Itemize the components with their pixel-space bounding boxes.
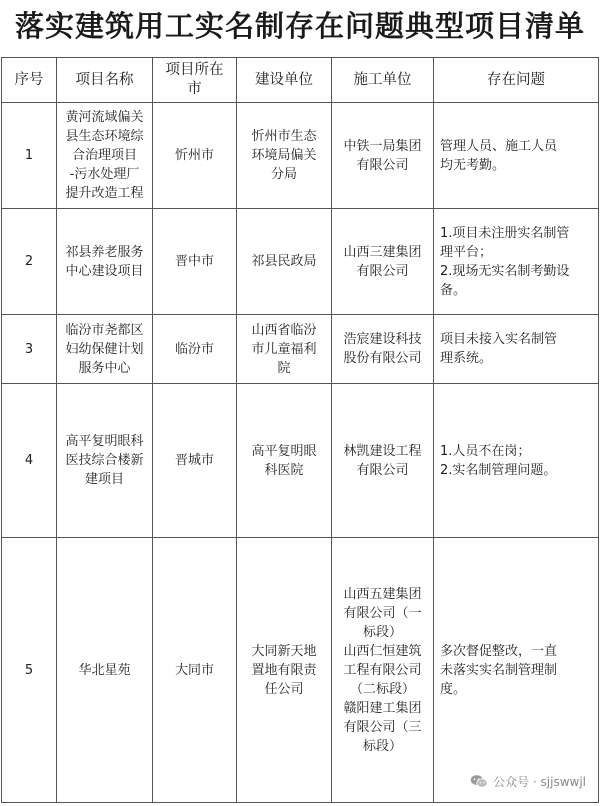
cell-contractor: 浩宸建设科技 股份有限公司 (332, 315, 434, 384)
cell-city: 晋中市 (153, 209, 237, 315)
cell-contractor: 山西五建集团 有限公司（一 标段） 山西仁恒建筑 工程有限公司 （二标段） 赣阳建工集团 有限公司（三 标段） (332, 538, 434, 803)
header-issue: 存在问题 (434, 58, 599, 103)
cell-project: 高平复明眼科 医技综合楼新 建项目 (57, 384, 153, 538)
cell-project: 祁县养老服务 中心建设项目 (57, 209, 153, 315)
watermark (470, 773, 586, 790)
header-no: 序号 (2, 58, 57, 103)
table-row (2, 103, 599, 209)
cell-builder: 高平复明眼 科医院 (237, 384, 332, 538)
watermark-text: 公众号 · sjjswwjl (493, 775, 586, 789)
table-row (2, 384, 599, 538)
header-contractor: 施工单位 (332, 58, 434, 103)
wechat-icon (470, 774, 488, 789)
cell-no: 2 (2, 209, 57, 315)
cell-builder: 祁县民政局 (237, 209, 332, 315)
cell-issue: 项目未接入实名制管 理系统。 (434, 315, 599, 384)
cell-project: 华北星苑 (57, 538, 153, 803)
table-header-row (2, 58, 599, 103)
cell-builder: 大同新天地 置地有限责 任公司 (237, 538, 332, 803)
cell-no: 1 (2, 103, 57, 209)
table-row (2, 538, 599, 803)
cell-issue: 1.项目未注册实名制管 理平台； 2.现场无实名制考勤设 备。 (434, 209, 599, 315)
cell-contractor: 中铁一局集团 有限公司 (332, 103, 434, 209)
cell-no: 5 (2, 538, 57, 803)
cell-project: 临汾市尧都区 妇幼保健计划 服务中心 (57, 315, 153, 384)
cell-city: 晋城市 (153, 384, 237, 538)
cell-city: 大同市 (153, 538, 237, 803)
table-row (2, 209, 599, 315)
cell-no: 3 (2, 315, 57, 384)
cell-builder: 山西省临汾 市儿童福利 院 (237, 315, 332, 384)
cell-project: 黄河流域偏关 县生态环境综 合治理项目 -污水处理厂 提升改造工程 (57, 103, 153, 209)
project-table (1, 57, 599, 803)
header-builder: 建设单位 (237, 58, 332, 103)
cell-city: 忻州市 (153, 103, 237, 209)
header-project: 项目名称 (57, 58, 153, 103)
cell-contractor: 林凯建设工程 有限公司 (332, 384, 434, 538)
cell-issue: 多次督促整改，一直 未落实实名制管理制 度。 (434, 538, 599, 803)
cell-city: 临汾市 (153, 315, 237, 384)
cell-contractor: 山西三建集团 有限公司 (332, 209, 434, 315)
table-row (2, 315, 599, 384)
page-title: 落实建筑用工实名制存在问题典型项目清单 (14, 9, 585, 43)
cell-issue: 1.人员不在岗； 2.实名制管理问题。 (434, 384, 599, 538)
cell-issue: 管理人员、施工人员 均无考勤。 (434, 103, 599, 209)
header-city: 项目所在市 (153, 58, 237, 103)
cell-builder: 忻州市生态 环境局偏关 分局 (237, 103, 332, 209)
cell-no: 4 (2, 384, 57, 538)
